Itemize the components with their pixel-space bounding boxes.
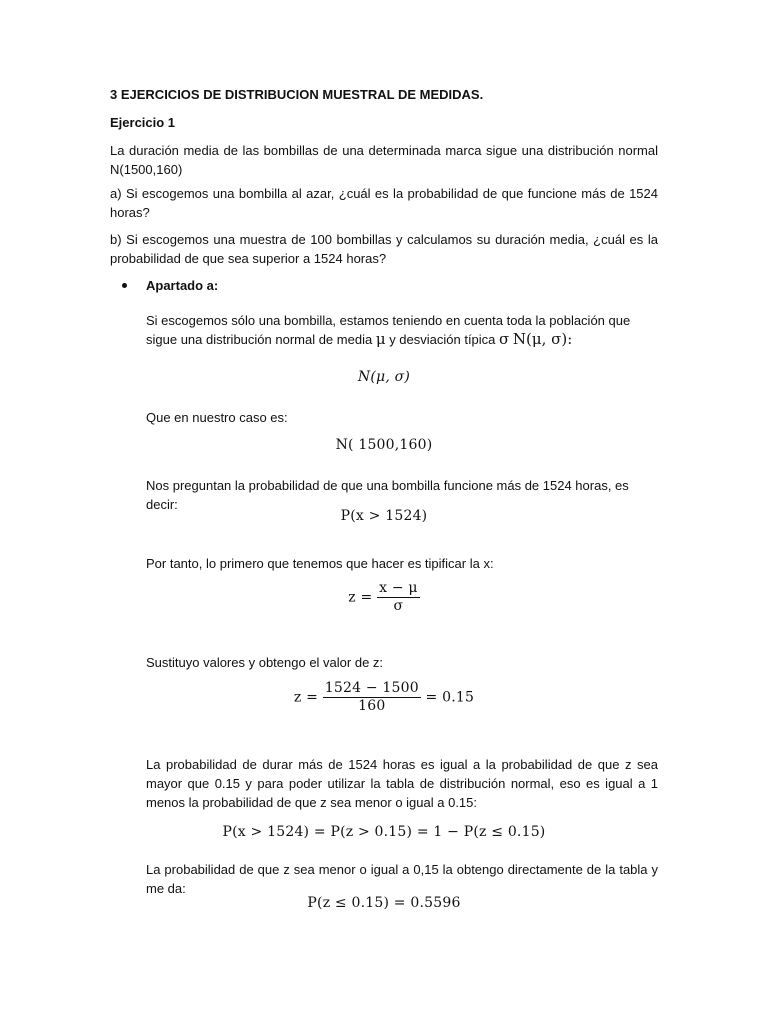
paragraph-complement: La probabilidad de durar más de 1524 horas es igual a la probabilidad de que z sea mayor que 0.15 y para poder utilizar la tabla de distribución normal, eso es igual a 1 menos la probabilidad de que z sea menor o igual a 0.15:	[146, 757, 658, 810]
paragraph-standardize: Por tanto, lo primero que tenemos que hacer es tipificar la x:	[146, 556, 494, 571]
equation-z-formula	[110, 580, 658, 615]
z-formula-lhs: z =	[348, 589, 373, 606]
paragraph-population-text: Si escogemos sólo una bombilla, estamos teniendo en cuenta toda la población que sigue una distribución normal de media	[146, 313, 631, 347]
paragraph-population	[146, 311, 658, 349]
paragraph-question: Nos preguntan la probabilidad de que una bombilla funcione más de 1524 horas, es decir:	[146, 478, 629, 512]
question-b: b) Si escogemos una muestra de 100 bombillas y calculamos su duración media, ¿cuál es la probabilidad de que sea superior a 1524 horas?	[110, 232, 658, 266]
mu-symbol: μ	[375, 330, 386, 348]
equation-table-value: P(z ≤ 0.15) = 0.5596	[307, 895, 461, 911]
question-a: a) Si escogemos una bombilla al azar, ¿cuál es la probabilidad de que funcione más de 1524 horas?	[110, 186, 658, 220]
z-formula-denominator: σ	[377, 597, 420, 615]
bullet-icon	[122, 283, 127, 288]
normal-notation: N(μ, σ):	[512, 330, 573, 348]
equation-normal-general	[110, 368, 658, 387]
equation-probability: P(x > 1524)	[340, 508, 428, 524]
z-formula-fraction	[377, 580, 420, 615]
equation-complement: P(x > 1524) = P(z > 0.15) = 1 − P(z ≤ 0.15)	[222, 824, 546, 840]
document-heading: 3 EJERCICIOS DE DISTRIBUCION MUESTRAL DE MEDIDAS.	[110, 87, 484, 102]
equation-z-value	[110, 680, 658, 715]
paragraph-substitute: Sustituyo valores y obtengo el valor de z:	[146, 655, 384, 670]
paragraph-table: La probabilidad de que z sea menor o igual a 0,15 la obtengo directamente de la tabla y me da:	[146, 862, 658, 896]
equation-normal-general-text: N(μ, σ)	[357, 369, 411, 385]
z-value-denominator: 160	[323, 697, 421, 715]
z-value-fraction	[323, 680, 421, 715]
problem-statement: La duración media de las bombillas de una determinada marca sigue una distribución normal N(1500,160)	[110, 143, 658, 177]
paragraph-our-case: Que en nuestro caso es:	[146, 410, 288, 425]
z-formula-numerator: x − μ	[379, 580, 418, 596]
paragraph-population-mid: y desviación típica	[389, 332, 496, 347]
sigma-symbol: σ	[499, 330, 510, 348]
exercise-title: Ejercicio 1	[110, 115, 176, 130]
section-label: Apartado a:	[146, 278, 219, 293]
z-value-lhs: z =	[293, 689, 319, 706]
equation-normal-specific: N( 1500,160)	[335, 437, 433, 453]
z-value-result: = 0.15	[425, 689, 475, 706]
z-value-numerator: 1524 − 1500	[324, 680, 419, 696]
